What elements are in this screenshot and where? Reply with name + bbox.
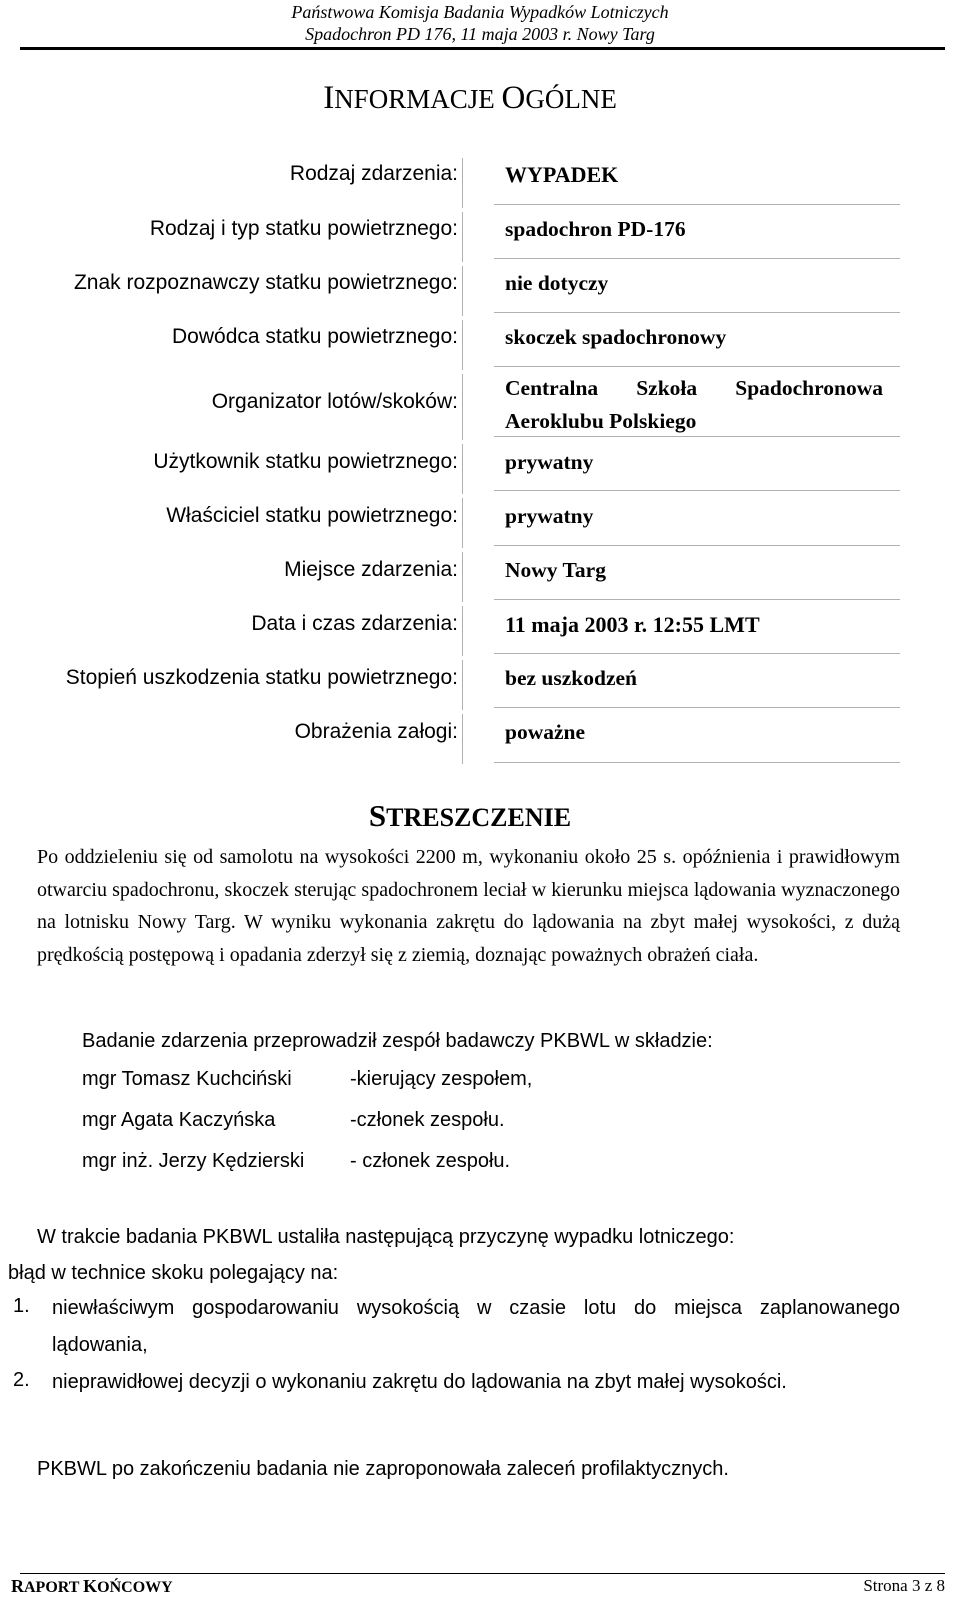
column-divider: [462, 266, 463, 316]
row-divider: [494, 707, 900, 708]
info-value: skoczek spadochronowy: [505, 325, 727, 349]
info-value: nie dotyczy: [505, 271, 609, 295]
team-member-name: mgr Tomasz Kuchciński: [82, 1068, 292, 1090]
info-value: bez uszkodzeń: [505, 666, 637, 690]
info-row: [0, 450, 960, 504]
info-row: [0, 612, 960, 666]
info-value: prywatny: [505, 450, 594, 474]
info-label: Znak rozpoznawczy statku powietrznego:: [73, 271, 458, 294]
page-number: Strona 3 z 8: [863, 1576, 945, 1595]
column-divider: [462, 320, 463, 370]
info-value: spadochron PD-176: [505, 217, 686, 241]
column-divider: [462, 552, 463, 602]
info-row: [0, 720, 960, 774]
info-row: [0, 372, 960, 442]
info-label: Rodzaj i typ statku powietrznego:: [149, 217, 458, 240]
row-divider: [494, 436, 900, 437]
column-divider: [462, 660, 463, 710]
team-member-name: mgr Agata Kaczyńska: [82, 1109, 276, 1131]
info-label: Właściciel statku powietrznego:: [166, 504, 458, 527]
cause-number: 1.: [13, 1295, 30, 1317]
info-value: Nowy Targ: [505, 558, 606, 582]
info-row: [0, 504, 960, 558]
cause-item: nieprawidłowej decyzji o wykonaniu zakrętu do lądowania na zbyt małej wysokości.: [52, 1371, 787, 1393]
info-label: Dowódca statku powietrznego:: [172, 325, 458, 348]
cause-intro: W trakcie badania PKBWL ustaliła następującą przyczynę wypadku lotniczego:: [37, 1226, 735, 1248]
info-row: [0, 558, 960, 612]
team-intro: Badanie zdarzenia przeprowadził zespół badawczy PKBWL w składzie:: [82, 1030, 713, 1052]
column-divider: [462, 212, 463, 262]
row-divider: [494, 545, 900, 546]
header-rule: [20, 47, 945, 50]
conclusion: PKBWL po zakończeniu badania nie zaproponowała zaleceń profilaktycznych.: [37, 1458, 729, 1480]
info-value: 11 maja 2003 r. 12:55 LMT: [505, 612, 760, 637]
info-label: Użytkownik statku powietrznego:: [153, 450, 458, 473]
cause-number: 2.: [13, 1369, 30, 1391]
row-divider: [494, 258, 900, 259]
info-label: Stopień uszkodzenia statku powietrznego:: [65, 666, 458, 689]
page-title: INFORMACJE OGÓLNE: [323, 80, 617, 116]
info-label: Data i czas zdarzenia:: [251, 612, 458, 635]
info-value: prywatny: [505, 504, 594, 528]
info-label: Obrażenia załogi:: [294, 720, 458, 743]
summary-title: STRESZCZENIE: [368, 798, 572, 833]
row-divider: [494, 762, 900, 763]
header-commission: Państwowa Komisja Badania Wypadków Lotniczych: [291, 2, 669, 22]
info-label: Rodzaj zdarzenia:: [289, 162, 458, 185]
footer-report-title: RAPORT KOŃCOWY: [11, 1576, 173, 1596]
info-label: Organizator lotów/skoków:: [211, 390, 458, 413]
team-member-role: -kierujący zespołem,: [350, 1068, 533, 1090]
column-divider: [462, 606, 463, 656]
row-divider: [494, 366, 900, 367]
row-divider: [494, 312, 900, 313]
footer-rule: [20, 1573, 945, 1574]
column-divider: [462, 158, 463, 208]
info-label: Miejsce zdarzenia:: [284, 558, 458, 581]
team-member-role: - członek zespołu.: [350, 1150, 511, 1172]
info-row: [0, 217, 960, 271]
info-row: [0, 325, 960, 379]
info-value: poważne: [505, 720, 586, 744]
team-member-role: -członek zespołu.: [350, 1109, 505, 1131]
summary-paragraph: Po oddzieleniu się od samolotu na wysokości 2200 m, wykonaniu około 25 s. opóźnienia i prawidłowym otwarciu spadochronu, skoczek sterując spadochronem leciał w kierunku miejsca lądowania wyznaczonego na lotnisku Nowy Targ. W wyniku wykonania zakrętu do lądowania na zbyt małej wysokości, z dużą prędkością postępową i opadania zderzył się z ziemią, doznając poważnych obrażeń ciała.: [37, 846, 900, 966]
row-divider: [494, 653, 900, 654]
column-divider: [462, 714, 463, 764]
cause-lead: błąd w technice skoku polegający na:: [8, 1262, 339, 1284]
info-row: [0, 162, 960, 216]
row-divider: [494, 204, 900, 205]
info-row: [0, 271, 960, 325]
info-value: WYPADEK: [505, 162, 619, 187]
cause-item: niewłaściwym gospodarowaniu wysokością w czasie lotu do miejsca zaplanowanego lądowania,: [52, 1297, 900, 1356]
header-case: Spadochron PD 176, 11 maja 2003 r. Nowy Targ: [305, 24, 655, 44]
column-divider: [462, 374, 463, 440]
column-divider: [462, 444, 463, 494]
info-row: [0, 666, 960, 720]
row-divider: [494, 599, 900, 600]
info-value: Centralna Szkoła Spadochronowa Aeroklubu Polskiego: [505, 376, 883, 433]
team-member-name: mgr inż. Jerzy Kędzierski: [82, 1150, 305, 1172]
row-divider: [494, 490, 900, 491]
column-divider: [462, 498, 463, 548]
